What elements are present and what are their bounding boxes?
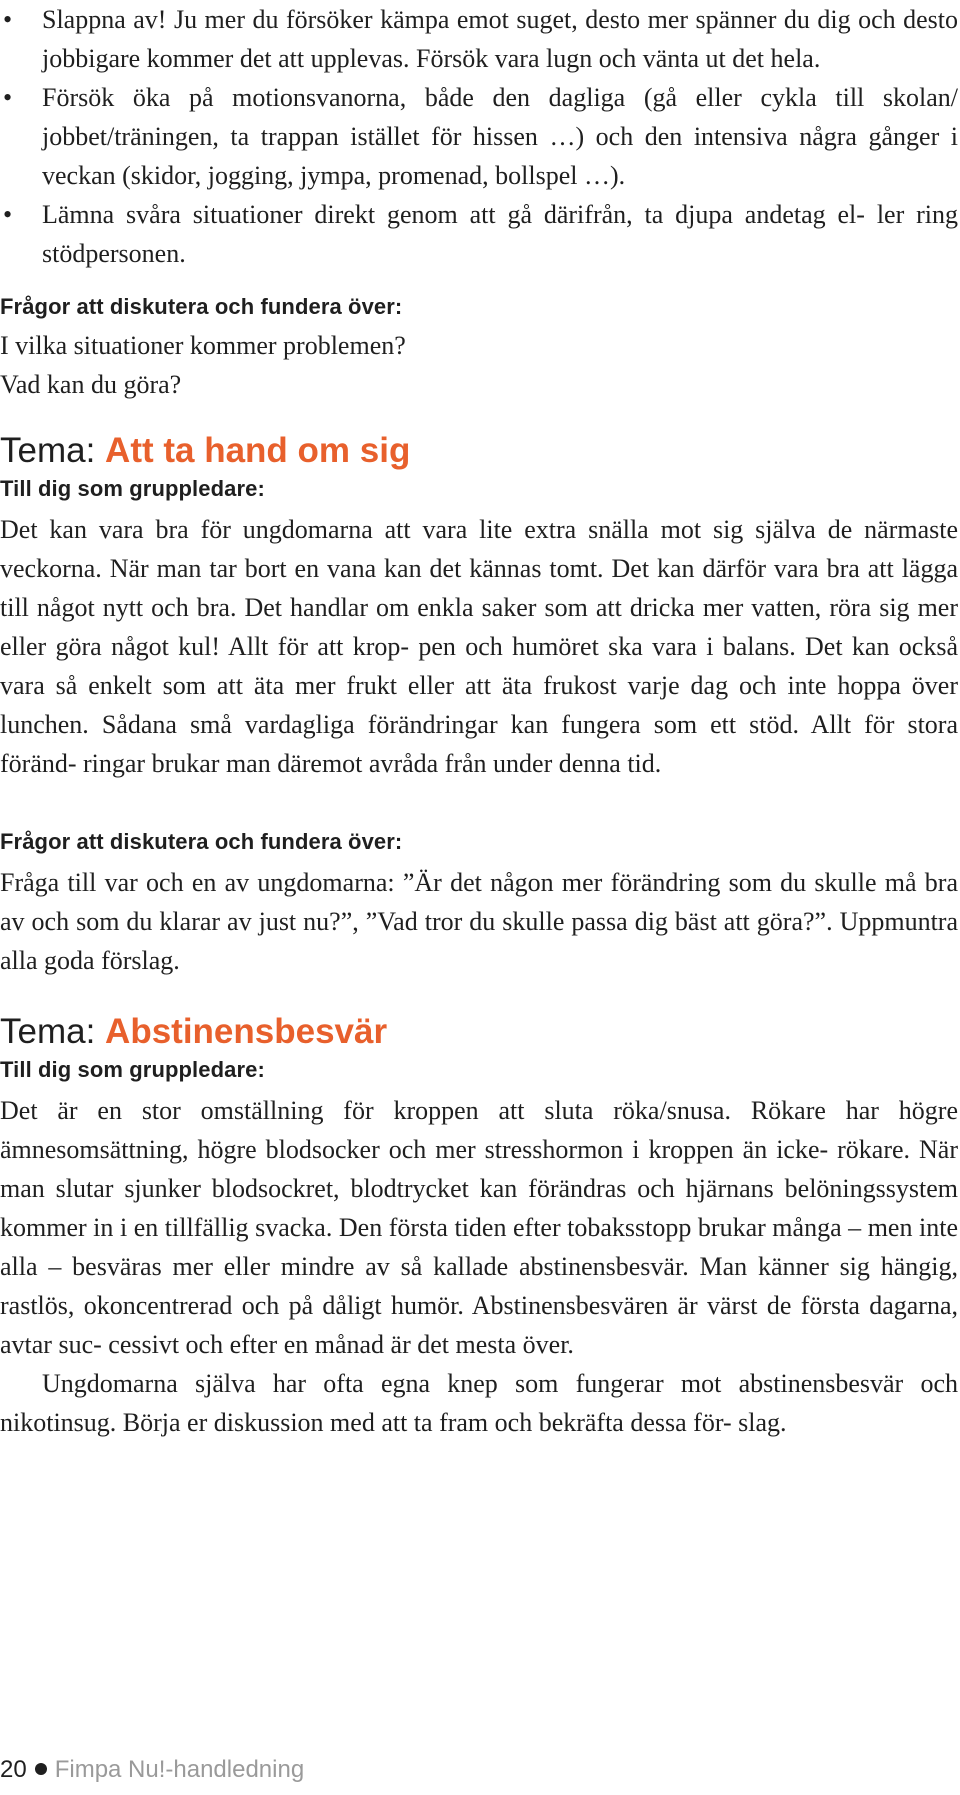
bullet-icon: • bbox=[3, 200, 13, 229]
section-title-accent: Att ta hand om sig bbox=[105, 431, 411, 470]
section-title bbox=[0, 429, 958, 473]
section-title-prefix: Tema: bbox=[0, 431, 96, 470]
questions-list bbox=[0, 326, 958, 404]
section-title-prefix: Tema: bbox=[0, 1012, 96, 1051]
question-line: Vad kan du göra? bbox=[0, 370, 182, 399]
questions-heading: Frågor att diskutera och fundera över: bbox=[0, 294, 403, 319]
list-item-text: Slappna av! Ju mer du försöker kämpa emot suget, desto mer spänner du dig och desto jobbigare kommer det att upplevas. Försök vara lugn och vänta ut det hela. bbox=[42, 5, 958, 73]
section-title-accent: Abstinensbesvär bbox=[105, 1012, 388, 1051]
questions-heading: Frågor att diskutera och fundera över: bbox=[0, 829, 403, 854]
question-line: I vilka situationer kommer problemen? bbox=[0, 331, 406, 360]
section-body: Det är en stor omställning för kroppen att sluta röka/snusa. Rökare har högre ämnesomsättning, högre blodsocker och mer stresshormon i kroppen än icke- rökare. När man slutar sjunker blodsockret, blodtrycket kan förändras och hjärnans belöningssystem kommer in i en tillfällig svacka. Den första tiden efter tobaksstopp brukar många – men inte alla – besväras mer eller mindre av så kallade abstinensbesvär. Man känner sig hängig, rastlös, okoncentrerad och på dåligt humör. Abstinensbesvären är värst de första dagarna, avtar suc- cessivt och efter en månad är det mesta över. bbox=[0, 1096, 958, 1359]
list-item bbox=[0, 78, 958, 195]
section-title bbox=[0, 1010, 958, 1054]
section-body: Det kan vara bra för ungdomarna att vara lite extra snälla mot sig själva de närmaste veckorna. När man tar bort en vana kan det kännas tomt. Det kan därför vara bra att lägga till något nytt och bra. Det handlar om enkla saker som att dricka mer vatten, röra sig mer eller göra något kul! Allt för att krop- pen och humöret ska vara i balans. Det kan också vara så enkelt som att äta mer frukt eller att äta frukost varje dag och inte hoppa över lunchen. Sådana små vardagliga förändringar kan fungera som ett stöd. Allt för stora föränd- ringar brukar man däremot avråda från under denna tid. bbox=[0, 515, 958, 778]
leader-subheading: Till dig som gruppledare: bbox=[0, 476, 265, 501]
page-footer bbox=[0, 1755, 304, 1785]
bullet-icon: • bbox=[3, 83, 13, 112]
list-item-text: Lämna svåra situationer direkt genom att gå därifrån, ta djupa andetag el- ler ring stödpersonen. bbox=[42, 200, 958, 268]
section-body: Ungdomarna själva har ofta egna knep som fungerar mot abstinensbesvär och nikotinsug. Börja er diskussion med att ta fram och bekräfta dessa för- slag. bbox=[0, 1369, 958, 1437]
leader-subheading: Till dig som gruppledare: bbox=[0, 1057, 265, 1082]
list-item bbox=[0, 195, 958, 273]
list-item bbox=[0, 0, 958, 78]
list-item-text: Försök öka på motionsvanorna, både den dagliga (gå eller cykla till skolan/ jobbet/träningen, ta trappan istället för hissen …) och den intensiva några gånger i veckan (skidor, jogging, jympa, promenad, bollspel …). bbox=[42, 83, 958, 190]
footer-dot-icon bbox=[35, 1763, 47, 1775]
questions-body: Fråga till var och en av ungdomarna: ”Är det någon mer förändring som du skulle må bra av och som du klarar av just nu?”, ”Vad tror du skulle passa dig bäst att göra?”. Uppmuntra alla goda förslag. bbox=[0, 868, 958, 975]
page-number: 20 bbox=[0, 1756, 27, 1783]
book-title: Fimpa Nu!-handledning bbox=[54, 1756, 305, 1783]
bullet-icon: • bbox=[3, 5, 13, 34]
tips-list bbox=[0, 0, 958, 273]
